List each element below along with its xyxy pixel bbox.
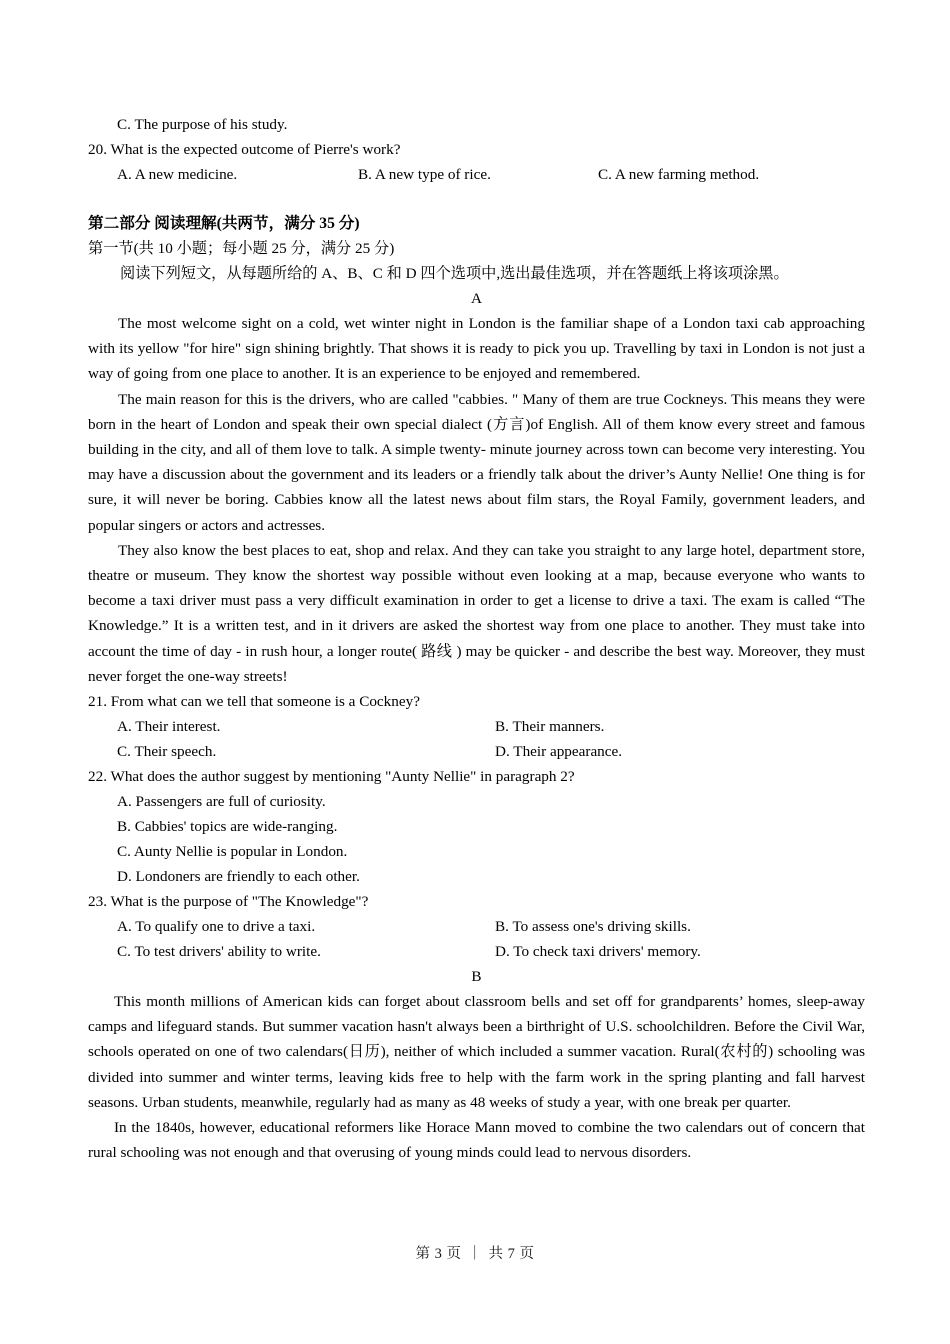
passage-a-label: A — [471, 290, 482, 307]
q21-option-d[interactable]: D. Their appearance. — [495, 743, 623, 761]
q20-option-b[interactable]: B. A new type of rice. — [358, 166, 491, 183]
q22-option-b[interactable]: B. Cabbies' topics are wide-ranging. — [117, 818, 338, 836]
q21-options-row-1 — [88, 714, 865, 739]
part2-heading: 第二部分 阅读理解(共两节，满分 35 分) — [88, 215, 360, 232]
part2-subheading: 第一节(共 10 小题；每小题 25 分，满分 25 分) — [88, 240, 395, 257]
q23-option-d[interactable]: D. To check taxi drivers' memory. — [495, 943, 701, 961]
q23-option-c[interactable]: C. To test drivers' ability to write. — [117, 943, 321, 961]
q23-option-b[interactable]: B. To assess one's driving skills. — [495, 918, 691, 936]
footer-total-pages: 共 7 页 — [488, 1246, 535, 1262]
q21-option-c[interactable]: C. Their speech. — [117, 743, 217, 761]
q21-stem: 21. From what can we tell that someone is a Cockney? — [88, 693, 420, 711]
q22-option-c[interactable]: C. Aunty Nellie is popular in London. — [117, 843, 348, 861]
q22-option-a[interactable]: A. Passengers are full of curiosity. — [117, 793, 326, 811]
q21-option-b[interactable]: B. Their manners. — [495, 718, 605, 736]
q23-options-row-1 — [88, 914, 865, 939]
q20-option-c[interactable]: C. A new farming method. — [598, 166, 760, 183]
footer-current-page: 第 3 页 — [415, 1246, 462, 1262]
q21-option-a[interactable]: A. Their interest. — [117, 718, 221, 736]
q20-stem: 20. What is the expected outcome of Pierre's work? — [88, 141, 401, 158]
q19-option-c: C. The purpose of his study. — [117, 116, 288, 133]
page-content — [88, 112, 865, 1165]
passage-b-paragraph-1: This month millions of American kids can forget about classroom bells and set off for grandparents’ homes, sleep-away camps and lifeguard stands. But summer vacation hasn't always been a birthright of U.S. schoolchildren. Before the Civil War, schools operated on one of two calendars(日历), neither of which included a summer vacation. Rural(农村的) schooling was divided into summer and winter terms, leaving kids free to help with the farm work in the spring planting and fall harvest seasons. Urban students, meanwhile, regularly had as many as 48 weeks of study a year, with one break per quarter. — [88, 993, 865, 1111]
q20-options-row — [88, 162, 865, 187]
passage-b-label: B — [471, 968, 482, 986]
passage-b-paragraph-2: In the 1840s, however, educational reformers like Horace Mann moved to combine the two calendars out of concern that rural schooling was not enough and that overusing of young minds could lead to nervous disorders. — [88, 1119, 865, 1162]
q22-stem: 22. What does the author suggest by mentioning "Aunty Nellie" in paragraph 2? — [88, 768, 575, 786]
q20-option-a[interactable]: A. A new medicine. — [117, 166, 238, 183]
passage-a-paragraph-1: The most welcome sight on a cold, wet winter night in London is the familiar shape of a London taxi cab approaching with its yellow "for hire" sign shining brightly. That shows it is ready to pick you up. Travelling by taxi in London is not just a way of going from one place to another. It is an experience to be enjoyed and remembered. — [88, 315, 865, 383]
footer-separator: ｜ — [467, 1246, 483, 1262]
passage-a-paragraph-2: The main reason for this is the drivers, who are called "cabbies. " Many of them are true Cockneys. This means they were born in the heart of London and speak their own special dialect (方言)of English. All of them know every street and famous building in the city, and all of them love to talk. A simple twenty- minute journey across town can become very interesting. You may have a discussion about the government and its leaders or a friendly talk about the driver’s Aunty Nellie! One thing is for sure, it will never be boring. Cabbies know all the latest news about film stars, the Royal Family, government leaders, and popular singers or actors and actresses. — [88, 390, 865, 534]
q21-options-row-2 — [88, 739, 865, 764]
q22-option-d[interactable]: D. Londoners are friendly to each other. — [117, 868, 360, 886]
part2-instruction: 阅读下列短文，从每题所给的 A、B、C 和 D 四个选项中,选出最佳选项，并在答题纸上将该项涂黑。 — [120, 265, 789, 282]
q23-options-row-2 — [88, 939, 865, 964]
q23-option-a[interactable]: A. To qualify one to drive a taxi. — [117, 918, 316, 936]
passage-a-paragraph-3: They also know the best places to eat, shop and relax. And they can take you straight to any large hotel, department store, theatre or museum. They know the shortest way possible without even looking at a map, because everyone who wants to become a taxi driver must pass a very difficult examination in order to get a license to drive a taxi. The exam is called “The Knowledge.” It is a written test, and in it drivers are asked the shortest way from one place to another. They must take into account the time of day - in rush hour, a longer route( 路线 ) may be quicker - and describe the best way. Moreover, they must never forget the one-way streets! — [88, 541, 865, 685]
page-footer — [0, 1242, 950, 1263]
q23-stem: 23. What is the purpose of "The Knowledge"? — [88, 893, 369, 911]
